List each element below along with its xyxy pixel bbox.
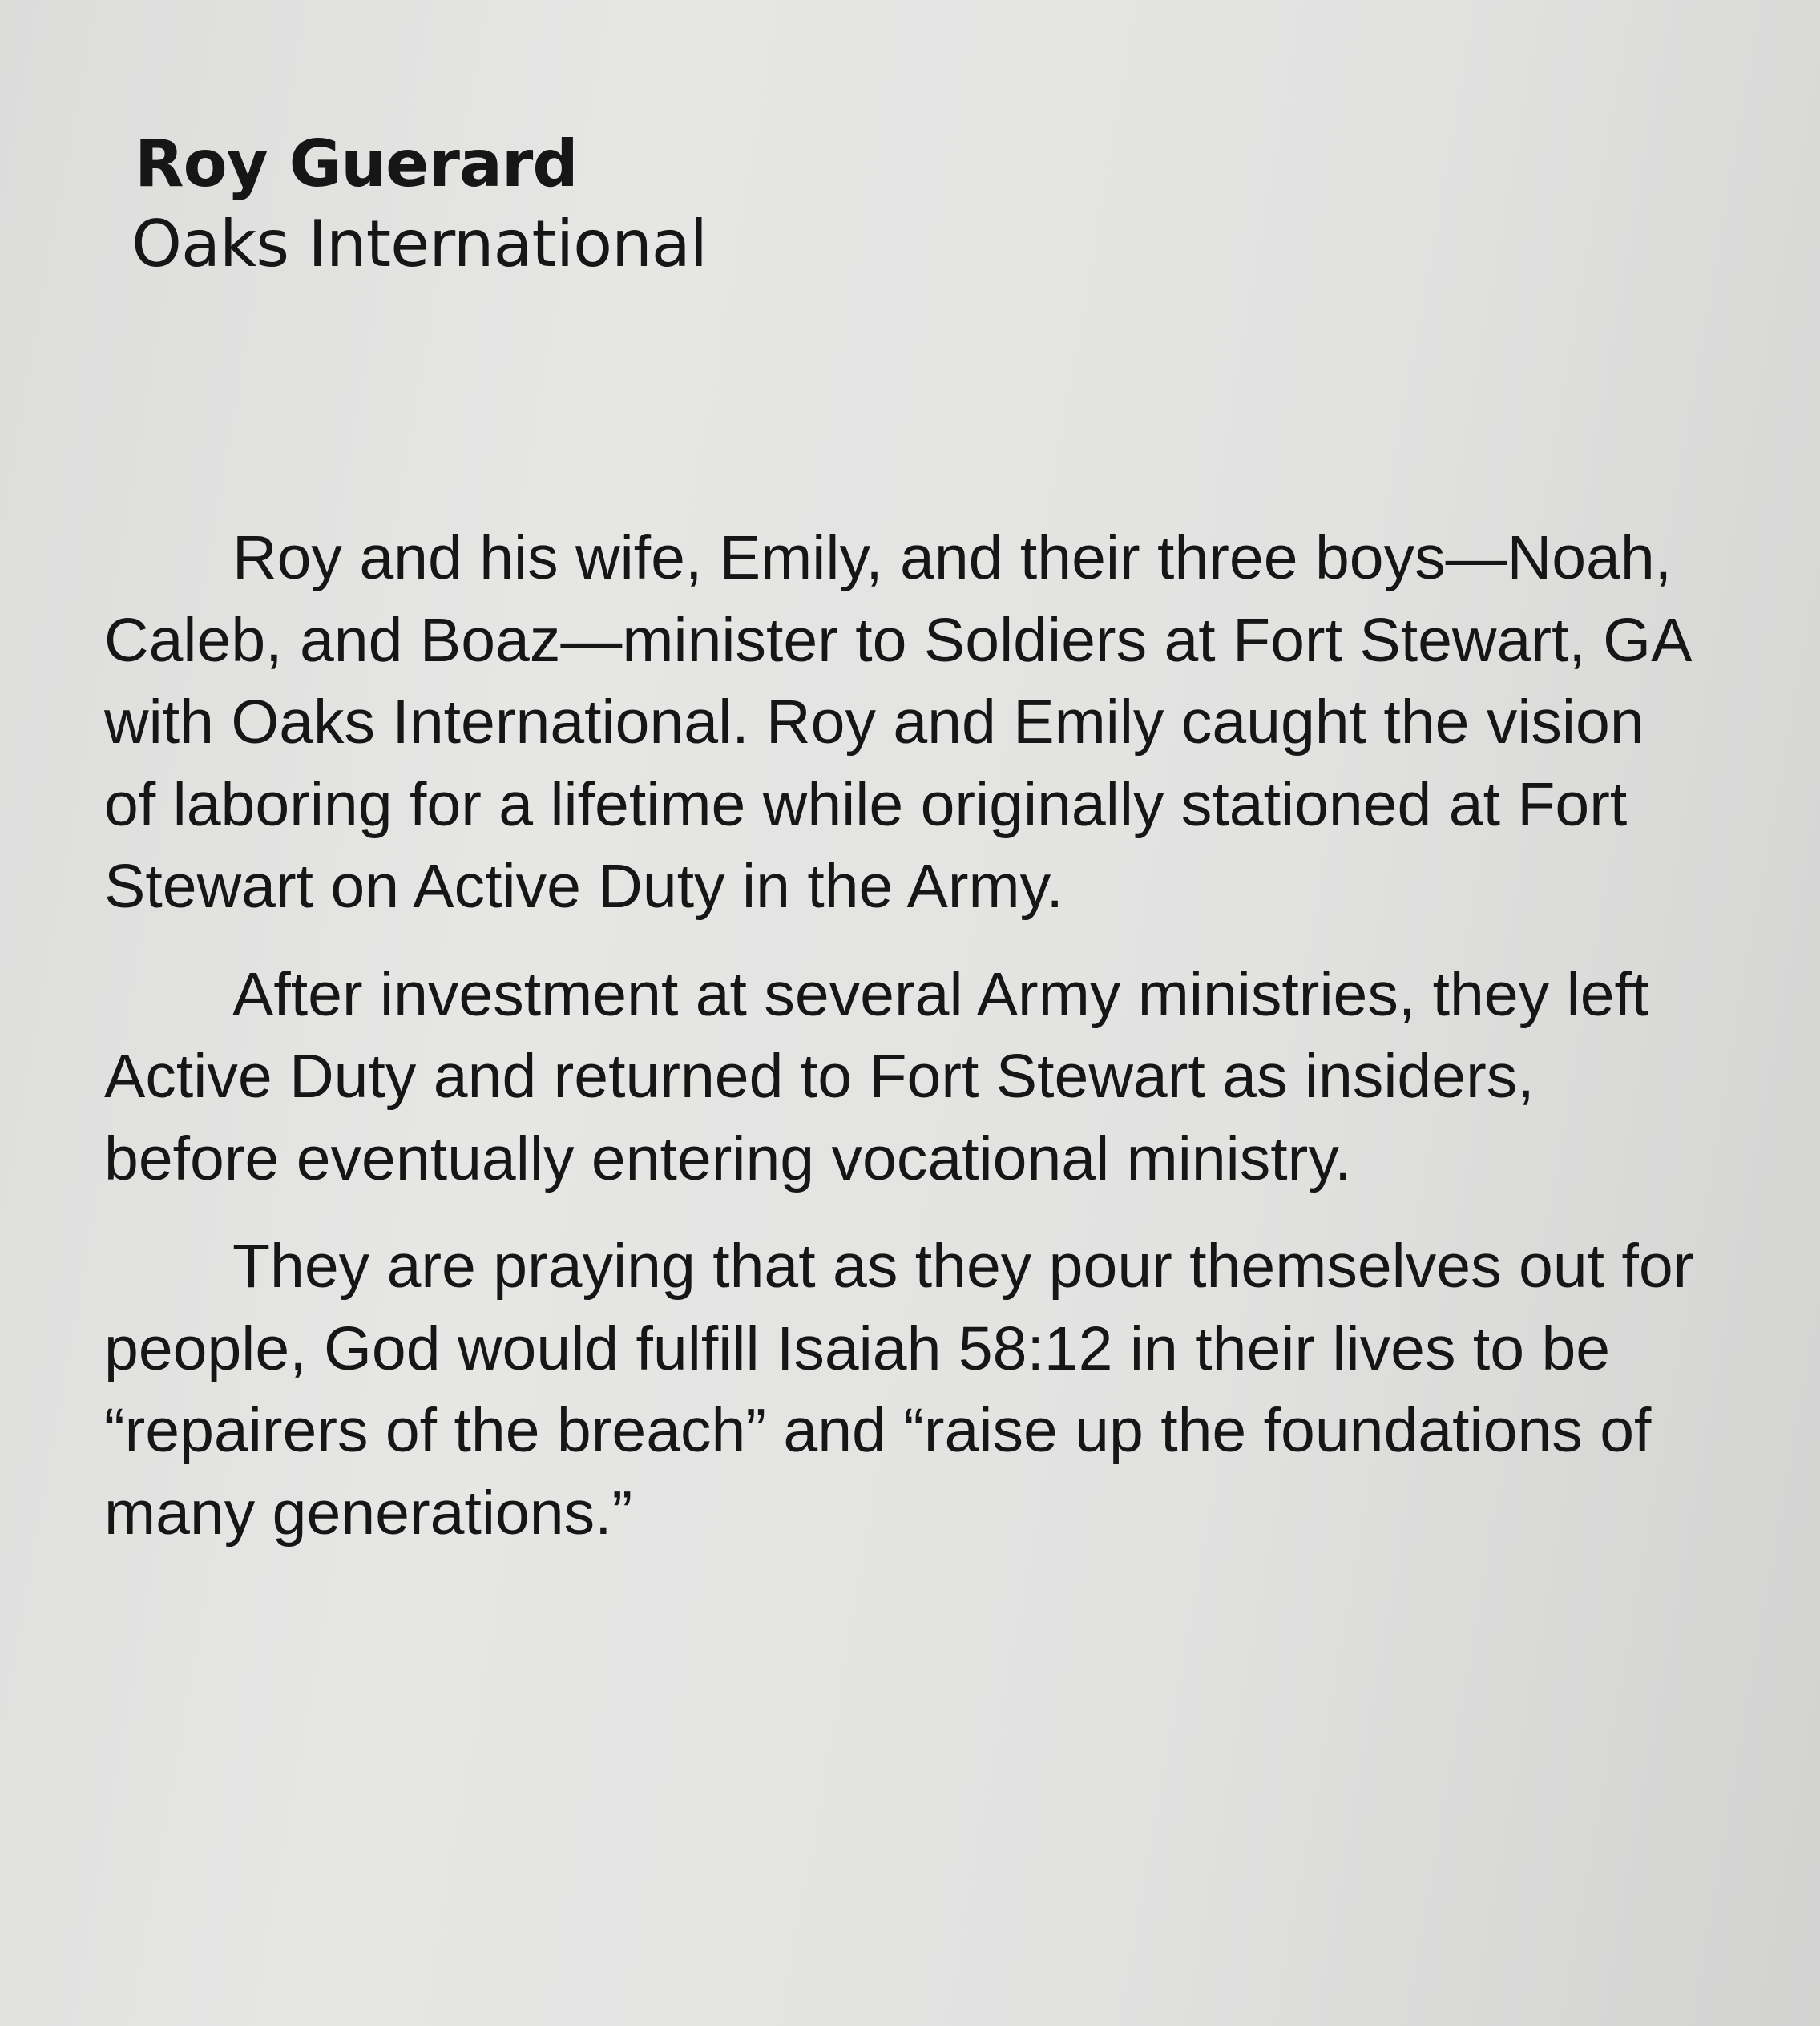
paragraph-2: After investment at several Army ministries, they left Active Duty and returned to Fort Stewart as insiders, before eventually entering vocational ministry. bbox=[104, 959, 1649, 1193]
paragraph-1: Roy and his wife, Emily, and their three boys—Noah, Caleb, and Boaz—minister to Soldiers at Fort Stewart, GA with Oaks International. Roy and Emily caught the vision of laboring for a lifetime while originally stationed at Fort Stewart on Active Duty in the Army. bbox=[104, 523, 1689, 921]
organization-name: Oaks International bbox=[131, 207, 708, 281]
author-name: Roy Guerard bbox=[135, 127, 578, 201]
biography-body bbox=[104, 517, 1699, 1554]
paragraph-3: They are praying that as they pour themselves out for people, God would fulfill Isaiah 58:12 in their lives to be “repairers of the breach” and “raise up the foundations of many generations.” bbox=[104, 1232, 1694, 1548]
